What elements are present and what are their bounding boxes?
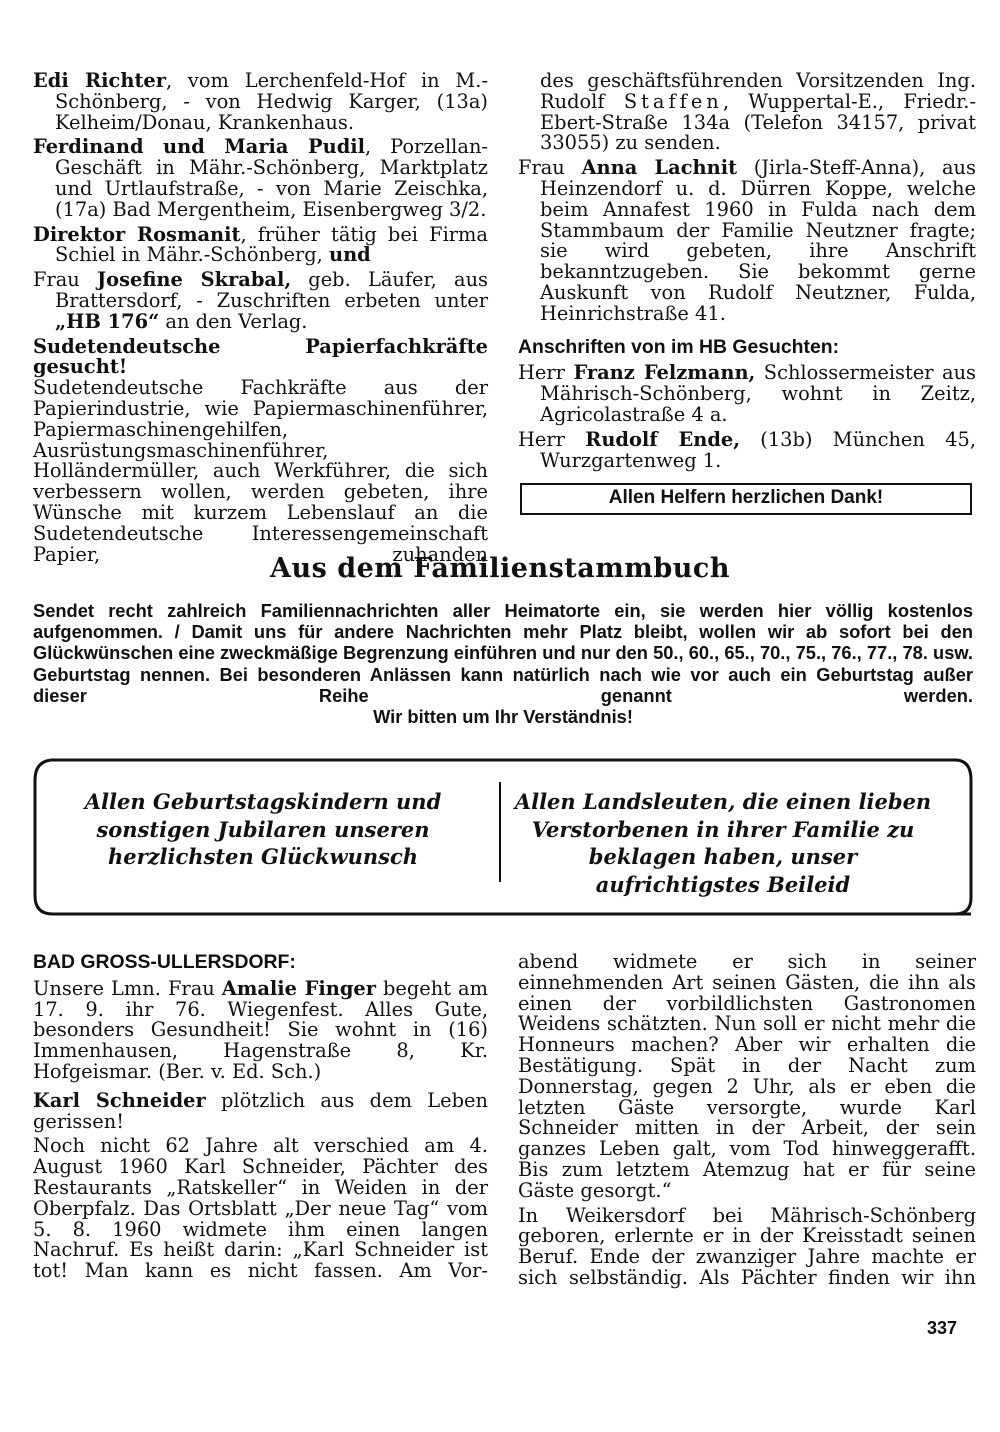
schneider-text: Noch nicht 62 Jahre alt verschied am 4. August 1960 Karl Schneider, Pächter des Restaurants „Ratskeller“ in Weiden in der Oberpfalz. Das Ortsblatt „Der neue Tag“ vom 5. 8. 1960 widmete ihm einen langen Nachruf. Es heißt darin: „Karl Schneider ist tot! Man kann es nicht fassen. Am Vor-: [33, 1134, 488, 1283]
continuation-staffen: [518, 71, 976, 154]
entry-ende: [518, 427, 976, 472]
person-name: Edi Richter: [33, 69, 166, 92]
obituary-biography: In Weikersdorf bei Mährisch-Schönberg geboren, erlernte er in der Kreisstadt seinen Beruf. Ende der zwanziger Jahre machte er sich selbständig. Als Pächter finden wir ihn: [518, 1203, 976, 1289]
person-name: Direktor Rosmanit: [33, 222, 241, 246]
entry-text: , Wuppertal-E., Friedr.-Ebert-Straße 134a (Telefon 34157, privat 33055) zu senden.: [540, 89, 977, 155]
entry-richter: [33, 71, 488, 133]
bottom-right-column: [518, 952, 976, 1293]
person-name: Franz Felzmann,: [573, 361, 756, 385]
thanks-box: Allen Helfern herzlichen Dank!: [520, 483, 972, 515]
entry-finger: [33, 976, 488, 1083]
person-name: Karl Schneider: [33, 1088, 206, 1112]
entry-papier: [33, 334, 488, 379]
entry-text: , vom Lerchenfeld-Hof in M.-Schönberg, - von Hedwig Karger, (13a) Kelheim/Donau, Krankenhaus.: [55, 69, 489, 134]
entry-text: Unsere Lmn. Frau: [33, 976, 222, 1000]
entry-heading: Sudetendeutsche Papierfachkräfte gesucht!: [33, 334, 488, 379]
person-name: Anna Lachnit: [581, 156, 738, 180]
entry-text: , Porzellan-Geschäft in Mähr.-Schönberg, Marktplatz und Urtlaufstraße, - von Marie Zeischka, (17a) Bad Mergentheim, Eisenbergweg 3/2.: [55, 135, 488, 221]
entry-text: (Jirla-Steff-Anna), aus Heinzendorf u. d. Dürren Koppe, welche beim Annafest 1960 in Fulda nach dem Stammbaum der Familie Neutzner fragte; sie wird gebeten, ihre Anschrift bekanntzugeben. Sie bekommt gerne Auskunft von Rudolf Neutzner, Fulda, Heinrichstraße 41.: [540, 156, 976, 325]
person-name: Amalie Finger: [221, 976, 376, 1000]
papier-text: Sudetendeutsche Fachkräfte aus der Papierindustrie, wie Papiermaschinenführer, Papiermaschinengehilfen, Ausrüstungsmaschinenführer, Holländermüller, auch Werkführer, die sich verbessern wollen, werden gebeten, ihre Wünsche mit kurzem Lebenslauf an die Sudetendeutsche Interessengemeinschaft Papier, zuhanden: [33, 376, 488, 566]
entry-pudil: [33, 137, 488, 220]
title-prefix: Herr: [518, 427, 586, 451]
entry-rosmanit: [33, 222, 488, 267]
intro-closing: Wir bitten um Ihr Verständnis!: [373, 706, 633, 728]
person-name: Josefine Skrabal,: [96, 268, 292, 292]
addresses-heading: Anschriften von im HB Gesuchten:: [518, 335, 840, 358]
entry-text: Schlossermeister aus Mährisch-Schönberg, wohnt in Zeitz, Agricolastraße 4 a.: [540, 361, 977, 426]
entry-text: geb. Läufer, aus Brattersdorf, - Zuschriften erbeten unter: [55, 268, 489, 312]
entry-text: plötzlich aus dem Leben gerissen!: [33, 1088, 488, 1133]
intro-text: Sendet recht zahlreich Familiennachrichten aller Heimatorte ein, sie werden hier völlig kostenlos aufgenommen. / Damit uns für andere Nachrichten mehr Platz bleibt, wollen wir ab sofort bei den Glückwünschen eine zweckmäßige Begrenzung einführen und nur den 50., 60., 65., 70., 75., 76., 77., 78. usw. Geburtstag nennen. Bei besonderen Anlässen kann natürlich nach wie vor auch ein Geburtstag außer dieser Reihe genannt werden.: [33, 600, 973, 706]
title-prefix: Frau: [33, 268, 97, 292]
reference-code: „HB 176“: [55, 309, 160, 333]
greeting-card: [33, 758, 973, 918]
entry-lachnit: [518, 158, 976, 324]
person-name: Ferdinand und Maria Pudil: [33, 135, 365, 159]
conjunction: und: [328, 243, 371, 267]
top-right-column: [518, 71, 976, 515]
entry-felzmann: [518, 363, 976, 425]
person-name: Rudolf Ende,: [585, 427, 740, 451]
schneider-heading: [33, 1088, 488, 1133]
section-title: Aus dem Familienstammbuch: [270, 553, 730, 584]
entry-text: an den Verlag.: [159, 309, 308, 333]
birthday-greeting: Allen Geburtstagskindern und sonstigen Jubilaren unseren herzlichsten Glückwunsch: [84, 789, 442, 869]
entry-text: begeht am 17. 9. ihr 76. Wiegenfest. Alles Gute, besonders Gesundheit! Sie wohnt in (16) Immenhausen, Hagenstraße 8, Kr. Hofgeismar. (Ber. v. Ed. Sch.): [33, 976, 488, 1083]
bottom-left-column: [33, 952, 488, 1286]
title-prefix: Frau: [518, 156, 582, 180]
page-number: 337: [927, 1318, 958, 1338]
condolence-message: Allen Landsleuten, die einen lieben Verstorbenen in ihrer Familie zu beklagen haben, unser aufrichtigstes Beileid: [514, 789, 932, 897]
place-heading: BAD GROSS-ULLERSDORF:: [33, 951, 296, 973]
entry-text: des geschäftsführenden Vorsitzenden Ing. Rudolf: [540, 69, 976, 113]
entry-text: , früher tätig bei Firma Schiel in Mähr.-Schönberg,: [55, 222, 488, 267]
entry-skrabal: [33, 270, 488, 332]
title-prefix: Herr: [518, 361, 574, 385]
obituary-continuation: abend widmete er sich in seiner einnehmenden Art seinen Gästen, die ihn als einen der vorbildlichsten Gastronomen Weidens schätzten. Nun soll er nicht mehr die Honneurs machen? Aber wir erhalten die Bestätigung. Spät in der Nacht zum Donnerstag, gegen 2 Uhr, als er eben die letzten Gäste versorgte, wurde Karl Schneider mitten in der Arbeit, der sein ganzes Leben galt, vom Tod hinweggerafft. Bis zum letztem Atemzug hat er für seine Gäste gesorgt.“: [518, 950, 976, 1202]
entry-text: (13b) München 45, Wurzgartenweg 1.: [540, 427, 976, 472]
section-intro: [33, 600, 973, 727]
card-divider: [499, 782, 501, 882]
top-left-column: [33, 71, 488, 569]
person-name: Staffen: [623, 89, 723, 113]
